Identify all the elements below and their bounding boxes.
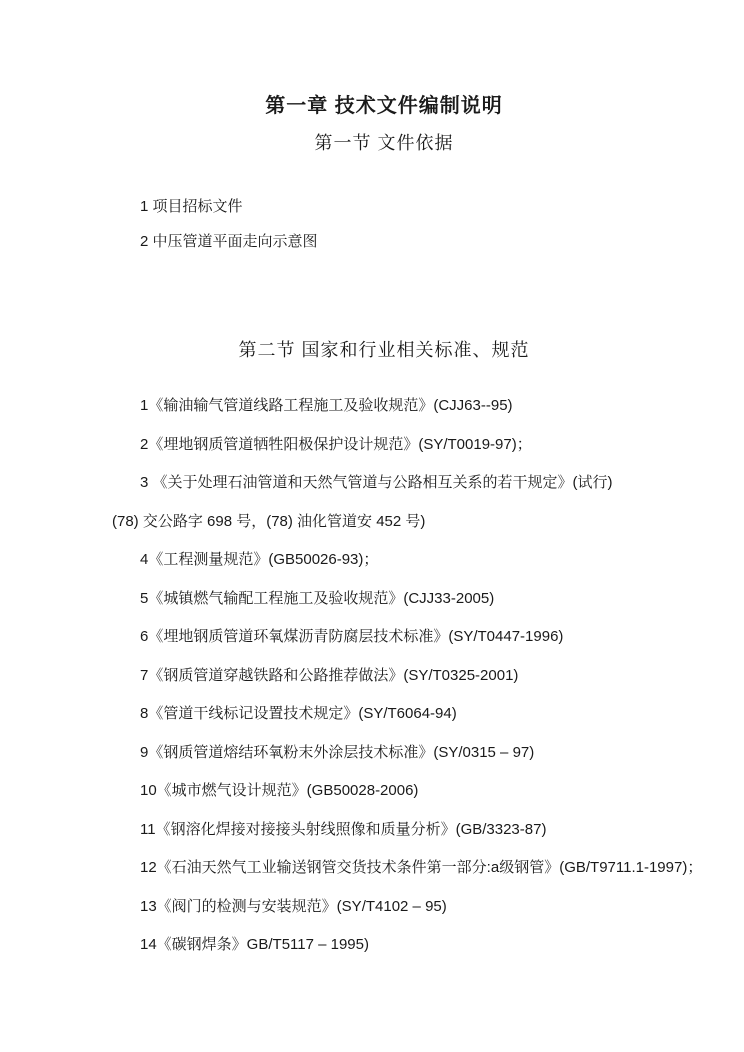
standards-list: [112, 396, 703, 954]
standard-item: 3 《关于处理石油管道和天然气管道与公路相互关系的若干规定》(试行): [140, 474, 613, 491]
chapter-title: 第一章 技术文件编制说明: [265, 95, 503, 117]
standard-item: 1《输油输气管道线路工程施工及验收规范》(CJJ63--95): [140, 397, 513, 414]
standard-item: 5《城镇燃气输配工程施工及验收规范》(CJJ33-2005): [140, 589, 495, 607]
standard-item: 2《埋地钢质管道牺牲阳极保护设计规范》(SY/T0019-97)；: [140, 435, 532, 453]
standard-item: 7《钢质管道穿越铁路和公路推荐做法》(SY/T0325-2001): [140, 666, 519, 684]
standard-item: 6《埋地钢质管道环氧煤沥青防腐层技术标准》(SY/T0447-1996): [140, 628, 564, 645]
standard-item: 11《钢溶化焊接对接接头射线照像和质量分析》(GB/3323-87): [140, 820, 547, 838]
standard-item: 8《管道干线标记设置技术规定》(SY/T6064-94): [140, 705, 457, 722]
section1-title: 第一节 文件依据: [314, 133, 454, 153]
section1-item: 1 项目招标文件: [140, 198, 243, 215]
standard-item: 4《工程测量规范》(GB50026-93)；: [140, 551, 379, 568]
standard-item: 14《碳钢焊条》GB/T5117 – 1995): [140, 936, 369, 953]
section2-title: 第二节 国家和行业相关标准、规范: [238, 340, 530, 360]
standard-item: 10《城市燃气设计规范》(GB50028-2006): [140, 782, 419, 799]
standard-item: 9《钢质管道熔结环氧粉末外涂层技术标准》(SY/0315 – 97): [140, 743, 535, 761]
standard-item: 12《石油天然气工业输送钢管交货技术条件第一部分:a级钢管》(GB/T9711.1-1997)；: [140, 859, 703, 876]
section1-item: 2 中压管道平面走向示意图: [140, 233, 318, 250]
standard-item-continuation: (78) 交公路字 698 号，(78) 油化管道安 452 号): [112, 512, 426, 530]
standard-item: 13《阀门的检测与安装规范》(SY/T4102 – 95): [140, 897, 447, 915]
